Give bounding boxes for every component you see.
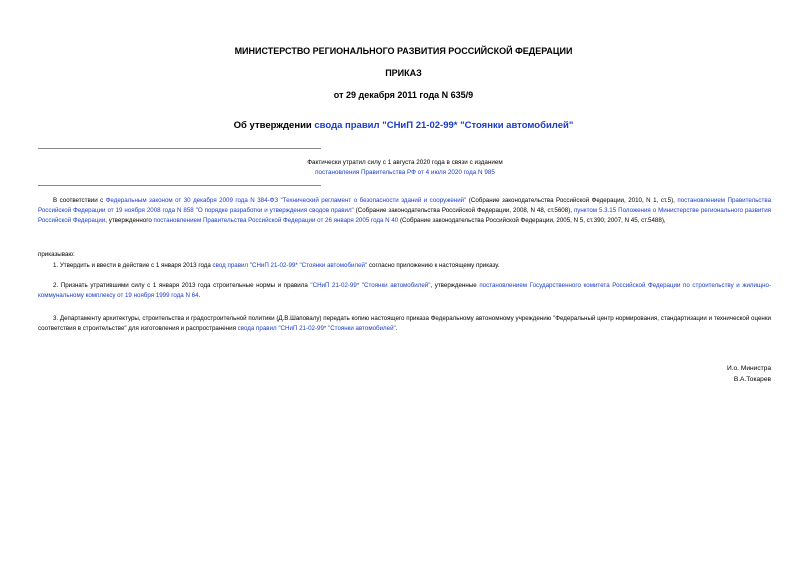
ministry-regulation-link[interactable]: пунктом 5.3.15 Положения о Министерстве регионального развития Российской Федерации: [38, 207, 771, 224]
ministry-heading: МИНИСТЕРСТВО РЕГИОНАЛЬНОГО РАЗВИТИЯ РОССИЙСКОЙ ФЕДЕРАЦИИ: [234, 46, 573, 56]
item2-text-1: 2. Признать утратившими силу с 1 января 2013 года строительные нормы и правила: [53, 282, 311, 289]
item1-text-2: согласно приложению к настоящему приказу.: [367, 262, 500, 269]
order-item-3: [38, 314, 771, 334]
preamble-text-2: (Собрание законодательства Российской Федерации, 2010, N 1, ст.5),: [466, 197, 678, 204]
government-decree-858-link[interactable]: постановлением Правительства Российской Федерации от 19 ноября 2008 года N 858 "О порядке разработки и утверждения сводов правил": [38, 197, 772, 214]
status-note-text: Фактически утратил силу с 1 августа 2020 года в связи с изданием: [307, 159, 503, 166]
item2-text-2: , утвержденные: [430, 282, 480, 289]
item2-snip-link[interactable]: "СНиП 21-02-99* "Стоянки автомобилей": [310, 282, 431, 289]
status-note-link[interactable]: постановления Правительства РФ от 4 июля 2020 года N 985: [315, 169, 495, 176]
order-item-1: [38, 261, 771, 271]
doc-type-heading: ПРИКАЗ: [385, 68, 422, 78]
title-prefix: Об утверждении: [233, 120, 315, 131]
order-word: приказываю:: [38, 251, 75, 258]
preamble-paragraph: [38, 196, 771, 226]
federal-law-link[interactable]: Федеральным законом от 30 декабря 2009 года N 384-ФЗ "Технический регламент о безопасности зданий и сооружений": [105, 197, 467, 204]
preamble-text-4: , утвержденного: [105, 217, 154, 224]
document-title: [0, 120, 807, 132]
date-number-heading: от 29 декабря 2011 года N 635/9: [333, 90, 474, 100]
status-note: [240, 158, 570, 178]
signatory-position: И.о. Министра: [726, 365, 771, 372]
preamble-text-1: В соответствии с: [53, 197, 106, 204]
signature-block: [727, 363, 771, 385]
gosstroy-decree-link[interactable]: постановлением Государственного комитета Российской Федерации по строительству и жилищно-коммунальному комплексу от 19 ноября 1999 года N 64: [38, 282, 772, 299]
divider-top: [38, 148, 321, 149]
preamble-text-3: (Собрание законодательства Российской Федерации, 2008, N 48, ст.5608),: [353, 207, 574, 214]
item3-snip-link[interactable]: свода правил "СНиП 21-02-99* "Стоянки автомобилей": [237, 325, 396, 332]
divider-bottom: [38, 185, 321, 186]
order-item-2: [38, 281, 771, 301]
item1-snip-link[interactable]: свод правил "СНиП 21-02-99* "Стоянки автомобилей": [212, 262, 368, 269]
preamble-text-5: (Собрание законодательства Российской Федерации, 2005, N 5, ст.390; 2007, N 45, ст.5488),: [398, 217, 666, 224]
item2-text-3: .: [198, 292, 201, 299]
title-link[interactable]: свода правил "СНиП 21-02-99* "Стоянки автомобилей": [314, 120, 574, 131]
item1-text-1: 1. Утвердить и ввести в действие с 1 января 2013 года: [53, 262, 213, 269]
signatory-name: В.А.Токарев: [733, 376, 771, 383]
government-decree-40-link[interactable]: постановлением Правительства Российской Федерации от 26 января 2005 года N 40: [153, 217, 399, 224]
item3-text-1: 3. Департаменту архитектуры, строительства и градостроительной политики (Д.В.Шаповалу) передать копию настоящего приказа Федеральному автономному учреждению "Федеральный центр нормирования, стандартизации и технической оценки соответствия в строительстве" для изготовления и распространения: [38, 315, 771, 332]
item3-text-2: .: [395, 325, 398, 332]
